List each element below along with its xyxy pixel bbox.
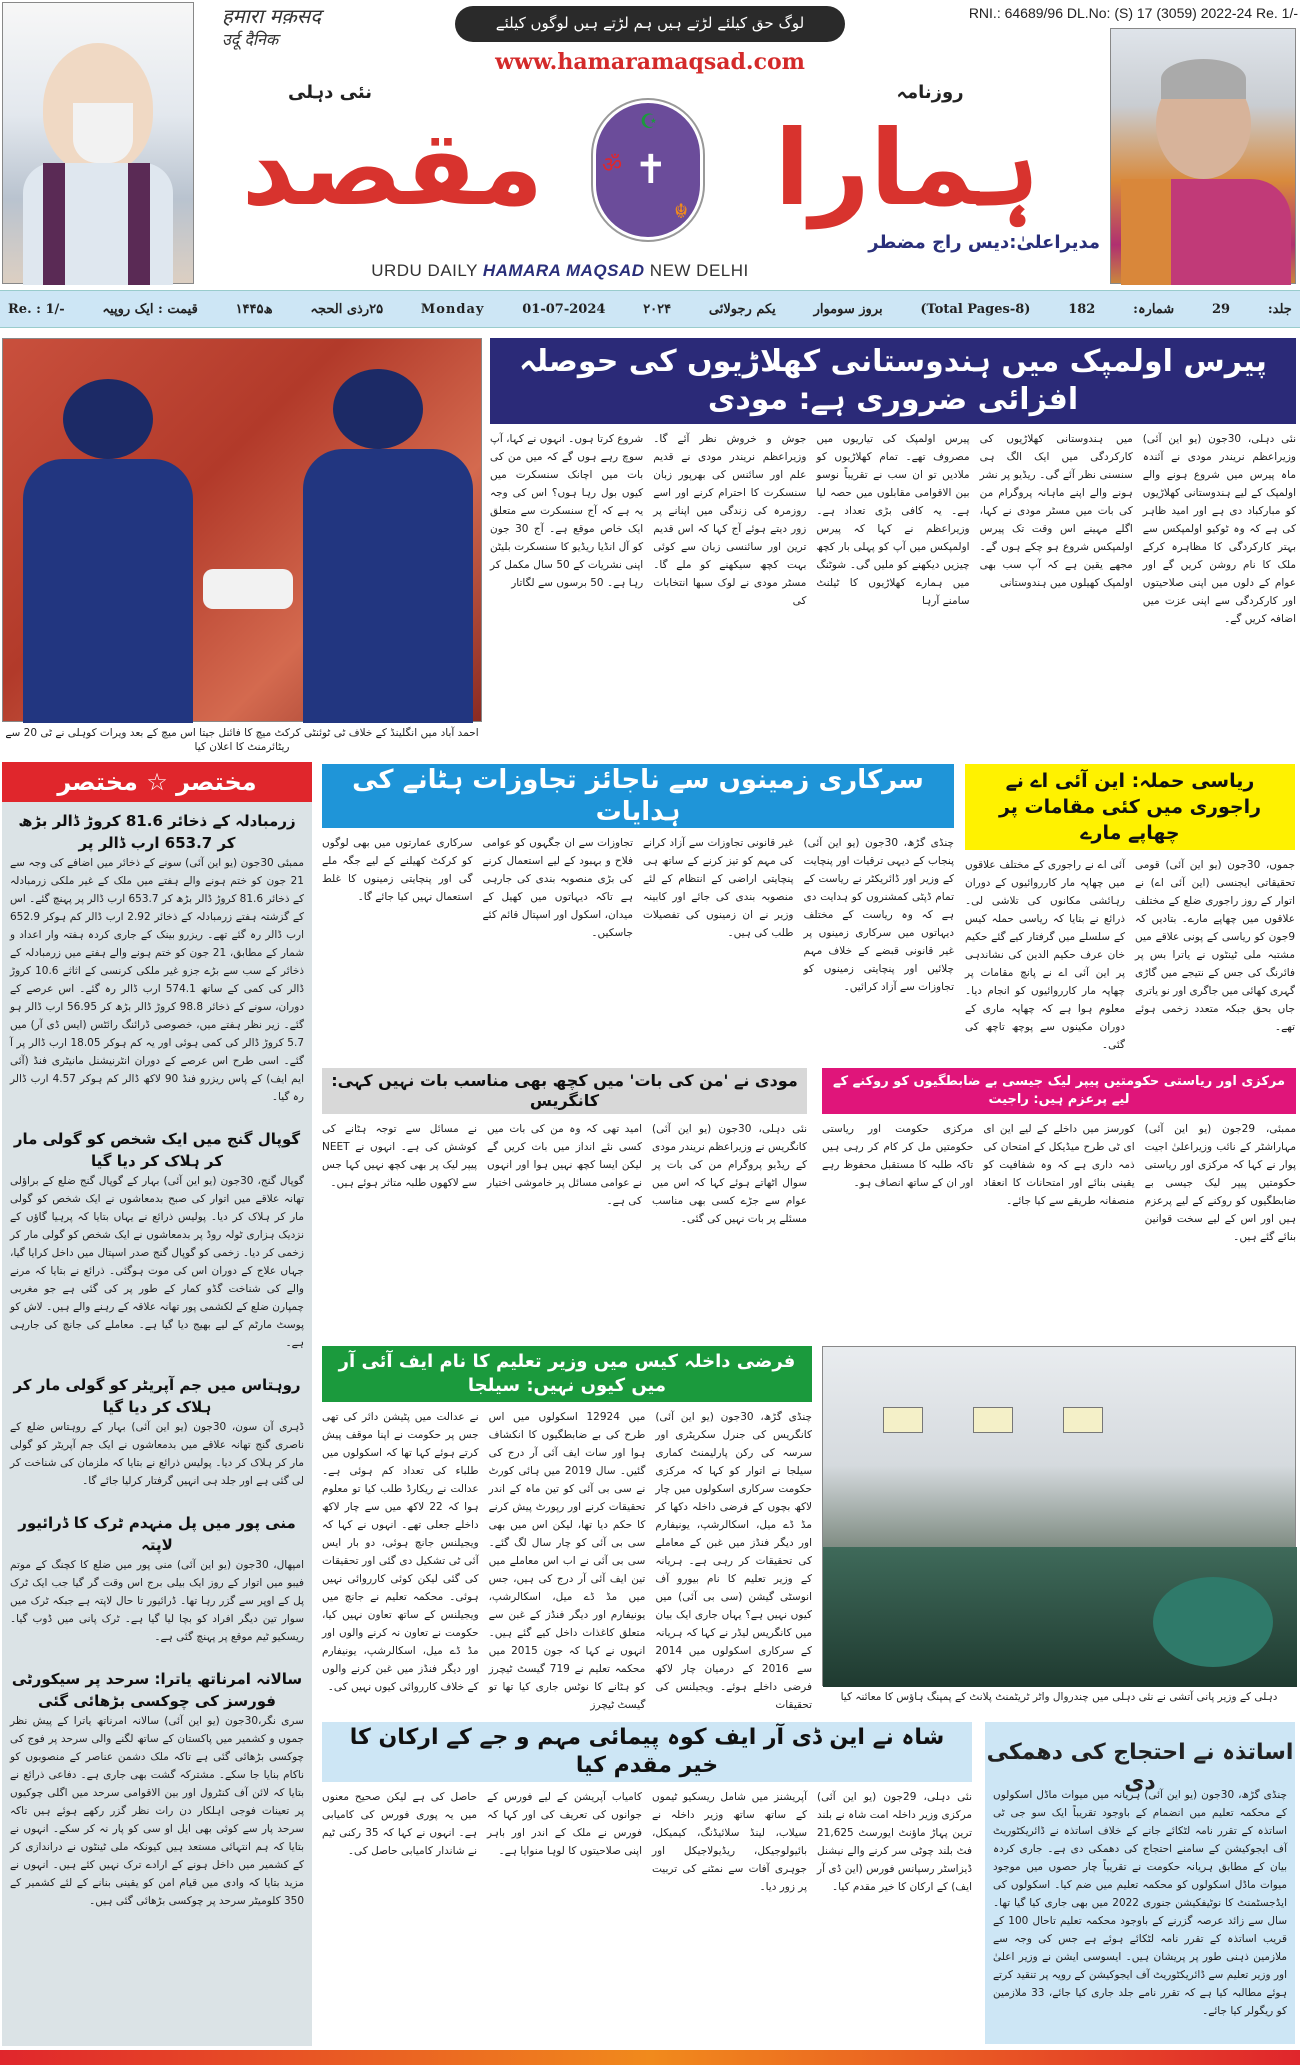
masthead-title-maqsad: مقصد bbox=[241, 107, 544, 229]
story-column: حاصل کی ہے لیکن صحیح معنوں میں یہ پوری فورس کی کامیابی ہے۔ انہوں نے کہا کہ 35 رکنی ٹیم نے شاندار کامیابی حاصل کی۔ bbox=[322, 1791, 477, 1857]
brief-body: سری نگر،30جون (یو این آئی) سالانہ امرناتھ یاترا کے پیش نظر جموں و کشمیر میں پاکستان کے ساتھ لگنے والی سرحد پر فوج کی چوکسی بڑھائی گئی ہے تاکہ ملک دشمن عناصر کے منصوبوں کو ناکام بنایا جا سکے۔ مشترکہ گشت بھی جاری ہے۔ دفاعی ذرائع نے بتایا کہ لائن آف کنٹرول اور بین الاقوامی سرحد میں اگلی چوکیوں پر تعینات فوجی اہلکار دن رات نظر گزر رکھے ہوئے ہیں تاکہ سرحد پار سے کوئی بھی ایل او سی کو پار نہ کر سکے۔ انہوں نے بتایا کہ ہم انتہائی مستعد ہیں کیونکہ ملی ٹینٹوں نے دراندازی کر کے کشمیر میں داخل ہونے کے ارادے ترک نہیں کئے ہیں۔ انہوں نے مزید بتایا کہ وادی میں قیام امن کو یقینی بنانے کے لئے کشمیر کے 350 کلومیٹر سرحد پر چوکسی بڑھائی گئی ہیں۔ bbox=[10, 1715, 304, 1907]
story-column: کورسز میں داخلے کے لیے این ای ای ٹی طرح میڈیکل کے امتحان کی ذمہ داری ہے کہ وہ شفافیت کو یقینی بنائے اور امتحانات کا انعقاد منصفانہ طریقے سے کیا جائے۔ bbox=[983, 1123, 1135, 1207]
gregorian-date-urdu: یکم رجولائی bbox=[708, 301, 776, 317]
gregorian-year-urdu: ۲۰۲۴ bbox=[643, 301, 672, 317]
brief-title[interactable]: زرمبادلہ کے ذخائر 81.6 کروڑ ڈالر بڑھ کر 653.7 ارب ڈالر پر bbox=[18, 812, 296, 852]
total-pages: (Total Pages-8) bbox=[920, 301, 1031, 317]
brief-title[interactable]: گوپال گنج میں ایک شخص کو گولی مار کر ہلاک کر دیا گیا bbox=[13, 1130, 301, 1170]
water-plant-caption: دہلی کے وزیر پانی آتشی نے نئی دہلی میں چندروال واٹر ٹریٹمنٹ پلانٹ کے پمپنگ ہاؤس کا معائنہ کیا bbox=[840, 1691, 1278, 1703]
story-column: مرکزی حکومت اور ریاستی حکومتیں مل کر کام کر رہی ہیں تاکہ طلبہ کا مستقبل محفوظ رہے اور ان کے ساتھ انصاف ہو۔ bbox=[822, 1123, 974, 1189]
ik-onkar-icon: ☬ bbox=[674, 199, 689, 223]
cricket-photo-caption: احمد آباد میں انگلینڈ کے خلاف ٹی ٹوئنٹی کرکٹ میچ کا فائنل جیتا اس میچ کے بعد ویرات کوہلی نے ٹی 20 سے ریٹائرمنٹ کا اعلان کیا bbox=[5, 727, 479, 753]
price-english: Re. : 1/- bbox=[8, 301, 65, 317]
weekday-urdu: بروز سوموار bbox=[813, 301, 883, 317]
interfaith-logo bbox=[593, 100, 703, 240]
cross-icon: ✝ bbox=[634, 147, 668, 193]
brief-title[interactable]: سالانہ امرناتھ یاترا: سرحد پر سیکورٹی فورسز کی چوکسی بڑھائی گئی bbox=[11, 1670, 303, 1710]
story-column: چنڈی گڑھ، 30جون (یو این آئی) کانگریس کی جنرل سکریٹری اور سرسہ کی رکن پارلیمنٹ کماری سیلجا نے اتوار کو کہا کہ مرکزی حکومت سرکاری اسکولوں میں چار لاکھ بچوں کے فرضی داخلہ دکھا کر مڈ ڈے میل، اسکالرشپ، یونیفارم اور دیگر فنڈز میں غبن کے معاملے کی تحقیقات کر رہی ہے۔ ہریانہ کے وزیر تعلیم کا نام بیورو آف انوسٹی گیشن (سی بی آئی) میں کیوں نہیں ہے؟ یہاں جاری ایک بیان میں کانگریس لیڈر نے کہا کہ ہریانہ کے سرکاری اسکولوں میں 2014 سے 2016 کے درمیان چار لاکھ فرضی داخلے ہوئے۔ ویجیلنس کی تحقیقات bbox=[655, 1411, 812, 1711]
lead-column: شروع کرتا ہوں۔ انہوں نے کہا، آپ سوچ رہے ہوں گے کہ میں من کی بات میں اچانک سنسکرت میں کیوں بول رہا ہوں؟ اس کی وجہ یہ ہے کہ آج سنسکرت سے متعلق ایک خاص موقع ہے۔ آج 30 جون کو آل انڈیا ریڈیو کا سنسکرت بلیٹن اپنی نشریات کے 50 سال مکمل کر رہا ہے۔ 50 برسوں سے لگاتار bbox=[489, 433, 644, 589]
story-column: نے مسائل سے توجہ ہٹانے کی کوشش کی ہے۔ انہوں نے NEET پیپر لیک پر بھی کچھ نہیں کہا جس سے لاکھوں طلبہ متاثر ہوئے ہیں۔ bbox=[322, 1123, 477, 1189]
story-column: جموں، 30جون (یو این آئی) قومی تحقیقاتی ایجنسی (این آئی اے) نے اتوار کے روز راجوری ضلع کے مختلف علاقوں میں چھاپے مارے۔ بتادیں کہ 9جون کو ریاسی کے پونی علاقے میں مشتبہ ملی ٹینٹوں نے یاترا بس پر فائرنگ کی جس کے نتیجے میں گاڑی گہری کھائی میں جاگری اور نو یاتری جاں بحق جبکہ متعدد زخمی ہوئے تھے۔ bbox=[1135, 859, 1295, 1033]
brief-title[interactable]: روہتاس میں جم آپریٹر کو گولی مار کر ہلاک کر دیا گیا bbox=[13, 1376, 301, 1416]
story-column: نے عدالت میں پٹیشن دائر کی تھی جس پر حکومت نے اپنا موقف پیش کرتے ہوئے کہا تھا کہ اسکولوں میں طلباء کی تعداد کم ہوئی ہے۔ عدالت نے ریکارڈ طلب کیا تو معلوم ہوا کہ 22 لاکھ میں سے چار لاکھ داخلے جعلی تھے۔ انہوں نے کہا کہ ویجیلنس جانچ ہوئی، دو بار ایس آئی ٹی تشکیل دی گئی اور تحقیقات کی گئی لیکن کوئی کارروائی نہیں ہوئی۔ محکمہ تعلیم نے جانچ میں ویجیلنس کے ساتھ تعاون نہیں کیا، حکومت نے تعاون نہ کرنے والوں اور مڈ ڈے میل، اسکالرشپ، یونیفارم اور دیگر فنڈز میں غبن کرنے والوں کے خلاف کارروائی کیوں نہیں کی۔ bbox=[321, 1411, 479, 1693]
lead-column: نئی دہلی، 30جون (یو این آئی) وزیراعظم نریندر مودی نے آئندہ ماہ پیرس میں شروع ہونے والے اولمپک کے لیے ہندوستانی کھلاڑیوں کو مبارکباد دی ہے اور امید ظاہر کی ہے کہ وہ ٹوکیو اولمپکس سے بہتر کارکردگی کا مظاہرہ کرکے ملک کا نام روشن کریں گے اور عوام کے دلوں میں اپنی صلاحیتوں اور کارکردگی سے اپنی عزت میں اضافہ کریں گے۔ bbox=[1142, 433, 1296, 625]
editor-name: مدیراعلیٰ:دیس راج مضطر bbox=[868, 232, 1100, 253]
story-column: نئی دہلی، 30جون (یو این آئی) کانگریس نے وزیراعظم نریندر مودی کے ریڈیو پروگرام من کی بات پر سوال اٹھاتے ہوئے کہا کہ اس میں عوام سے جڑے کسی بھی مناسب مسئلے پر بات نہیں کی گئی۔ bbox=[652, 1123, 807, 1225]
slogan-banner: لوگ حق کیلئے لڑتے ہیں ہم لڑتے ہیں لوگوں کیلئے bbox=[455, 6, 845, 42]
english-tagline bbox=[300, 260, 820, 282]
water-plant-photo bbox=[822, 1346, 1296, 1686]
tagline-urdu-daily: URDU DAILY bbox=[371, 261, 478, 280]
om-icon: ॐ bbox=[602, 153, 623, 178]
encroachment-body bbox=[322, 834, 954, 1050]
mann-ki-baat-body bbox=[322, 1120, 807, 1336]
teachers-story bbox=[985, 1722, 1295, 2044]
story-column: نئی دہلی، 29جون (یو این آئی) مرکزی وزیر داخلہ امت شاہ نے بلند ترین پہاڑ ماؤنٹ ایورسٹ 21,625 فٹ بلند چوٹی سر کرنے والے نیشنل ڈیزاسٹر رسپانس فورس (این ڈی آر ایف) کے ارکان کا خیر مقدم کیا۔ bbox=[817, 1791, 972, 1893]
hindi-subtitle: उर्दू दैनिक bbox=[222, 30, 279, 49]
issue-info-bar bbox=[0, 290, 1300, 328]
fake-admission-headline[interactable]: فرضی داخلہ کیس میں وزیر تعلیم کا نام ایف آئی آر میں کیوں نہیں: سیلجا bbox=[322, 1346, 812, 1402]
story-column: آئی اے نے راجوری کے مختلف علاقوں میں چھاپہ مار کارروائیوں کے دوران رہائشی مکانوں کی تلاشی لی۔ ذرائع نے بتایا کہ ریاسی حملہ کیس کے سلسلے میں گرفتار کیے گئے حکیم خان عرف حکیم الدین کی نشاندہی پر این آئی اے نے پانچ مقامات پر چھاپہ مار کارروائیوں کو انجام دیا۔ معلوم ہوا ہے کہ چھاپہ ماری کے دوران مکینوں سے پوچھ تاچھ کی گئی۔ bbox=[965, 859, 1125, 1051]
story-column: غیر قانونی تجاوزات سے آزاد کرانے کی مہم کو تیز کرنے کے ساتھ ہی پنچایتی اراضی کے انتظام کے لئے منصوبہ بندی کی جائے اور کابینہ وزیر نے ان زمینوں کی تفصیلات طلب کی ہیں۔ bbox=[643, 837, 794, 939]
lead-column: میں ہندوستانی کھلاڑیوں کی کارکردگی میں ایک الگ ہی سنسنی نظر آئے گی۔ ریڈیو پر نشر ہونے والے اپنے ماہانہ پروگرام من کی بات میں مسٹر مودی نے کہا، اگلے مہینے اس وقت تک پیرس اولمپکس شروع ہو چکے ہوں گے۔ مجھے یقین ہے کہ آپ سب بھی اولمپک کھیلوں میں ہندوستانی bbox=[979, 433, 1133, 589]
story-column: چنڈی گڑھ، 30جون (یو این آئی) پنجاب کے دیہی ترقیات اور پنچایت کے وزیر اور ڈائریکٹر نے ریاست کے تمام ڈپٹی کمشنروں کو ہدایت دی ہے کہ وہ ریاست کے مختلف دیہاتوں میں سرکاری زمینوں پر غیر قانونی قبضے کے خلاف مہم چلائیں اور پنچایتی زمینوں کو تجاوزات سے آزاد کرائیں۔ bbox=[803, 837, 954, 993]
brief-title[interactable]: منی پور میں پل منہدم ٹرک کا ڈرائیور لاپتہ bbox=[18, 1514, 296, 1554]
date-english: 01-07-2024 bbox=[522, 301, 606, 317]
issue-number: 182 bbox=[1068, 301, 1096, 317]
footer-color-bar bbox=[0, 2050, 1300, 2065]
nia-raids-headline[interactable]: ریاسی حملہ: این آئی اے نے راجوری میں کئی مقامات پر چھاپے مارے bbox=[965, 764, 1295, 850]
volume-number: 29 bbox=[1212, 301, 1231, 317]
mann-ki-baat-headline[interactable]: مودی نے 'من کی بات' میں کچھ بھی مناسب بات نہیں کہی: کانگریس bbox=[322, 1068, 807, 1114]
story-column: تجاوزات سے ان جگہوں کو عوامی فلاح و بہبود کے لیے استعمال کرنے کی بڑی منصوبہ بندی کی جارہی ہے تاکہ دیہاتوں میں کھیل کے میدان، اسکول اور اسپتال قائم کئے جاسکیں۔ bbox=[482, 837, 633, 939]
website-link[interactable]: www.hamaramaqsad.com bbox=[495, 49, 805, 75]
story-column: میں 12924 اسکولوں میں اس طرح کی بے ضابطگیوں کا انکشاف ہوا اور سات ایف آئی آر درج کی گئیں۔ سال 2019 میں ہائی کورٹ نے سی بی آئی کو تین ماہ کے اندر تحقیقات کرنے اور رپورٹ پیش کرنے کا حکم دیا تھا، لیکن اس میں بھی سی بی آئی کو چار سال لگ گئے۔ سی بی آئی نے اب اس معاملے میں تین ایف آئی آر درج کی ہیں، جس میں مڈ ڈے میل، اسکالرشپ، یونیفارم اور دیگر فنڈز کے غبن سے متعلق کاغذات داخل کیے گئے ہیں۔ انہوں نے کہا کہ جون 2015 میں محکمہ تعلیم نے 719 گیسٹ ٹیچرز کو ہٹانے کا نوٹس جاری کیا تھا تو گیسٹ ٹیچرز bbox=[488, 1411, 646, 1711]
teachers-body: چنڈی گڑھ، 30جون (یو این آئی) ہریانہ میں میوات ماڈل اسکولوں کے محکمہ تعلیم میں انضمام کے باوجود تقریباً ایک سو جی ٹی اساتذہ کے تقرر نامہ لٹکائے جانے کے خلاف اساتذہ نے ڈائریکٹوریٹ آف ایجوکیشن کے سامنے احتجاج کی دھمکی دی ہے۔ جاری کردہ بیان کے مطابق ہریانہ حکومت نے تقریباً چار حصوں میں موجود میوات ماڈل اسکولوں کو محکمہ تعلیم میں ضم کیا۔ اسکولوں کی ایڈجسٹمنٹ کا نوٹیفکیشن جنوری 2022 میں بھی جاری کیا گیا تھا۔ سال سے زائد عرصہ گزرنے کے باوجود محکمہ تعلیم تاحال 100 کے قریب اساتذہ کے تقرر نامہ لٹکائے ہوئے ہے جس کی وجہ سے ملازمین ذہنی طور پر پریشان ہیں۔ ایسوسی ایشن نے وزیر اعلیٰ اور وزیر تعلیم سے ڈائریکٹوریٹ آف ایجوکیشن کے رویہ پر تنقید کرتے ہوئے مطالبہ کیا ہے کہ تقرر نامے جلد جاری کیا جائے، 33 ملازمین کو ریگولر کیا جائے۔ bbox=[993, 1789, 1287, 2017]
encroachment-headline[interactable]: سرکاری زمینوں سے ناجائز تجاوزات ہٹانے کی ہدایات bbox=[322, 764, 954, 828]
tagline-hamara-maqsad: HAMARA MAQSAD bbox=[482, 261, 645, 280]
issue-label: شمارہ: bbox=[1133, 301, 1175, 317]
story-column: امید تھی کہ وہ من کی بات میں کسی نئے انداز میں بات کریں گے لیکن ایسا کچھ نہیں ہوا اور انہوں نے عوامی مسائل پر خاموشی اختیار کی ہے۔ bbox=[487, 1123, 642, 1207]
story-column: ممبئی، 29جون (یو این آئی) مہاراشٹر کے نائب وزیراعلیٰ اجیت پوار نے کہا کہ مرکزی اور ریاستی حکومتیں پیپر لیک جیسی بے ضابطگیوں کو روکنے کے لیے پرعزم ہیں اور اس کے لیے سخت قوانین بنائے گئے ہیں۔ bbox=[1144, 1123, 1296, 1243]
lead-column: جوش و خروش نظر آئے گا۔ وزیراعظم نریندر مودی نے قدیم علم اور سائنس کی بھرپور زبان سنسکرت کا احترام کرنے اور اسے روزمرہ کی زندگی میں اپنانے پر زور دیتے ہوئے آج کہا کہ اس قدیم ترین اور سائنسی زبان سے کوئی بہت کچھ سیکھنے کو ملے گا۔ مسٹر مودی نے لوک سبھا انتخابات کی bbox=[653, 433, 807, 607]
brief-body: امپھال، 30جون (یو این آئی) منی پور میں ضلع کا کچنگ کے موتم فیبو میں اتوار کے روز ایک بیلی برج اس وقت گر گیا جب ایک ٹرک پل کے اوپر سے گزر رہا تھا۔ ڈرائیور تا حال لاپتہ ہے جبکہ ٹرک میں سوار تین دیگر افراد کو بچا لیا گیا ہے۔ ٹرک پانی میں ڈوب گیا۔ ریسکیو ٹیم موقع پر پہنچ گئی ہے۔ bbox=[10, 1559, 304, 1643]
price-urdu: قیمت : ایک روپیہ bbox=[102, 301, 198, 317]
tagline-new-delhi: NEW DELHI bbox=[649, 261, 749, 280]
ndrf-body bbox=[322, 1788, 972, 2040]
sidebar-header: مختصر ☆ مختصر bbox=[2, 762, 312, 802]
modi-photo bbox=[2, 2, 194, 284]
cricket-photo bbox=[2, 338, 482, 722]
finance-minister-photo bbox=[1110, 28, 1296, 284]
brief-body: ممبئی 30جون (یو این آئی) سونے کے ذخائر میں اضافے کی وجہ سے 21 جون کو ختم ہونے والے ہفتے میں ملک کے غیر ملکی زرمبادلہ کے ذخائر 81.6 کروڑ ڈالر بڑھ کر 653.7 ارب ڈالر پر پہنچ گئے۔ اس کے گزشتہ ہفتے زرمبادلہ کے ذخائر 2.92 ارب ڈالر کم ہوکر 652.9 ارب ڈالر رہ گئے تھے۔ ریزرو بینک کے جاری کردہ ہفتہ وار اعداد و شمار کے مطابق، 21 جون کو ختم ہونے والے ہفتے میں زرمبادلہ کے ذخائر کے سب سے بڑے جزو غیر ملکی کرنسی کے اثاثے 10.6 کروڑ ڈالر کی کمی کے ساتھ 574.1 ارب ڈالر رہ گئے۔ اس عرصے کے دوران، سونے کے ذخائر 98.8 کروڑ ڈالر بڑھ کر 56.95 ارب ڈالر ہو گئے۔ زیر نظر ہفتے میں، خصوصی ڈرائنگ رائٹس (ایس ڈی آر) میں 5.7 کروڑ ڈالر کی کمی ہوئی اور یہ کم ہوکر 18.05 ارب ڈالر پر آ گئے۔ اسی طرح اس عرصے کے دوران انٹرنیشنل مانیٹری فنڈ (آئی ایم ایف) کے پاس ریزرو فنڈ 90 لاکھ ڈالر کم ہوکر 4.57 ارب ڈالر رہ گیا۔ bbox=[10, 857, 305, 1103]
teachers-headline[interactable]: اساتذہ نے احتجاج کی دھمکی دی bbox=[986, 1740, 1294, 1795]
masthead-title-hamara: ہمارا bbox=[774, 107, 1040, 229]
paper-leak-body bbox=[822, 1120, 1296, 1336]
paper-leak-headline[interactable]: مرکزی اور ریاستی حکومتیں پیپر لیک جیسی بے ضابطگیوں کو روکنے کے لیے پرعزم ہیں: راجیت bbox=[822, 1068, 1296, 1114]
brief-news-sidebar bbox=[2, 762, 312, 2046]
story-column: آپریشنز میں شامل ریسکیو ٹیموں کے ساتھ ساتھ وزیر داخلہ نے سیلاب، لینڈ سلائیڈنگ، کیمیکل، بائیولوجیکل، ریڈیولاجیکل اور جوہری آفات سے نمٹنے کی تربیت پر زور دیا۔ bbox=[652, 1791, 807, 1893]
brief-body: گوپال گنج، 30جون (یو این آئی) بہار کے گوپال گنج ضلع کے براؤلی تھانہ علاقے میں اتوار کی صبح بدمعاشوں نے ایک شخص کو گولی مار کر ہلاک کر دیا۔ پولیس ذرائع نے یہاں بتایا کہ پرہیا گاؤں کے نزدیک ہزاری ٹولہ روڈ پر بدمعاشوں نے ایک شخص کو گولی مار کر زخمی کر دیا۔ زخمی کو گوپال گنج صدر اسپتال میں داخل کرایا گیا، جہاں علاج کے دوران اس کی موت ہوگئی۔ ذرائع نے بتایا کہ مرنے والے کی شناخت گڈو کمار کے طور پر کی گئی ہے جو مغربی چمپارن ضلع کے لکشمی پور تھانہ علاقہ کے رہنے والے ہیں۔ لاش کو پوسٹ مارٹم کے لیے بھیج دیا گیا ہے۔ معاملے کی جانچ کی جارہی ہے۔ bbox=[10, 1175, 304, 1349]
lead-headline[interactable]: پیرس اولمپک میں ہندوستانی کھلاڑیوں کی حوصلہ افزائی ضروری ہے: مودی bbox=[490, 338, 1296, 424]
crescent-star-icon: ☪ bbox=[640, 109, 658, 133]
nia-raids-body bbox=[965, 856, 1295, 1054]
brief-body: ڈہری آن سون، 30جون (یو این آئی) بہار کے روہتاس ضلع کے ناصری گنج تھانہ علاقے میں بدمعاشوں نے ایک جم آپریٹر کو گولی مار کر ہلاک کر دیا۔ پولیس ذرائع نے بتایا کہ ملزمان کی شناخت کر لی گئی ہے اور جلد ہی انہیں گرفتار کرلیا جائے گا۔ bbox=[10, 1421, 304, 1487]
fake-admission-body bbox=[322, 1408, 812, 1714]
hijri-date: ۲۵رذی الحجہ bbox=[310, 301, 384, 317]
hijri-year: ۱۴۴۵ھ bbox=[235, 301, 273, 317]
story-column: کامیاب آپریشن کے لیے فورس کے جوانوں کی تعریف کی اور کہا کہ فورس نے ملک کے اندر اور باہر اپنی صلاحیتوں کا لوہا منوایا ہے۔ bbox=[487, 1791, 642, 1857]
roznama-label: روزنامہ bbox=[896, 82, 964, 103]
weekday-english: Monday bbox=[420, 301, 485, 317]
story-column: سرکاری عمارتوں میں بھی لوگوں کو کرکٹ کھیلنے کے لیے جگہ ملے گی اور پنچایتی زمینوں کا غلط استعمال نہیں کیا جائے گا۔ bbox=[322, 837, 473, 903]
ndrf-headline[interactable]: شاہ نے این ڈی آر ایف کوہ پیمائی مہم و جے کے ارکان کا خیر مقدم کیا bbox=[322, 1722, 972, 1782]
hindi-name: हमारा मक़सद bbox=[222, 4, 321, 28]
lead-column: پیرس اولمپک کی تیاریوں میں مصروف تھے۔ تمام کھلاڑیوں کو ملادیں تو ان سب نے تقریباً نوسو بین الاقوامی مقابلوں میں حصہ لیا ہے۔ یہ کافی بڑی تعداد ہے۔ وزیراعظم نے کہا کہ پیرس اولمپکس میں آپ کو پہلی بار کچھ چیزیں دیکھنے کو ملیں گی۔ شوٹنگ میں ہمارے کھلاڑیوں کا ٹیلنٹ سامنے آرہا bbox=[816, 433, 970, 607]
registration-number: RNI.: 64689/96 DL.No: (S) 17 (3059) 2022-24 Re. 1/- bbox=[968, 5, 1298, 21]
lead-story-body bbox=[490, 430, 1296, 754]
new-delhi-urdu: نئی دہلی bbox=[288, 82, 372, 103]
volume-label: جلد: bbox=[1267, 301, 1292, 317]
